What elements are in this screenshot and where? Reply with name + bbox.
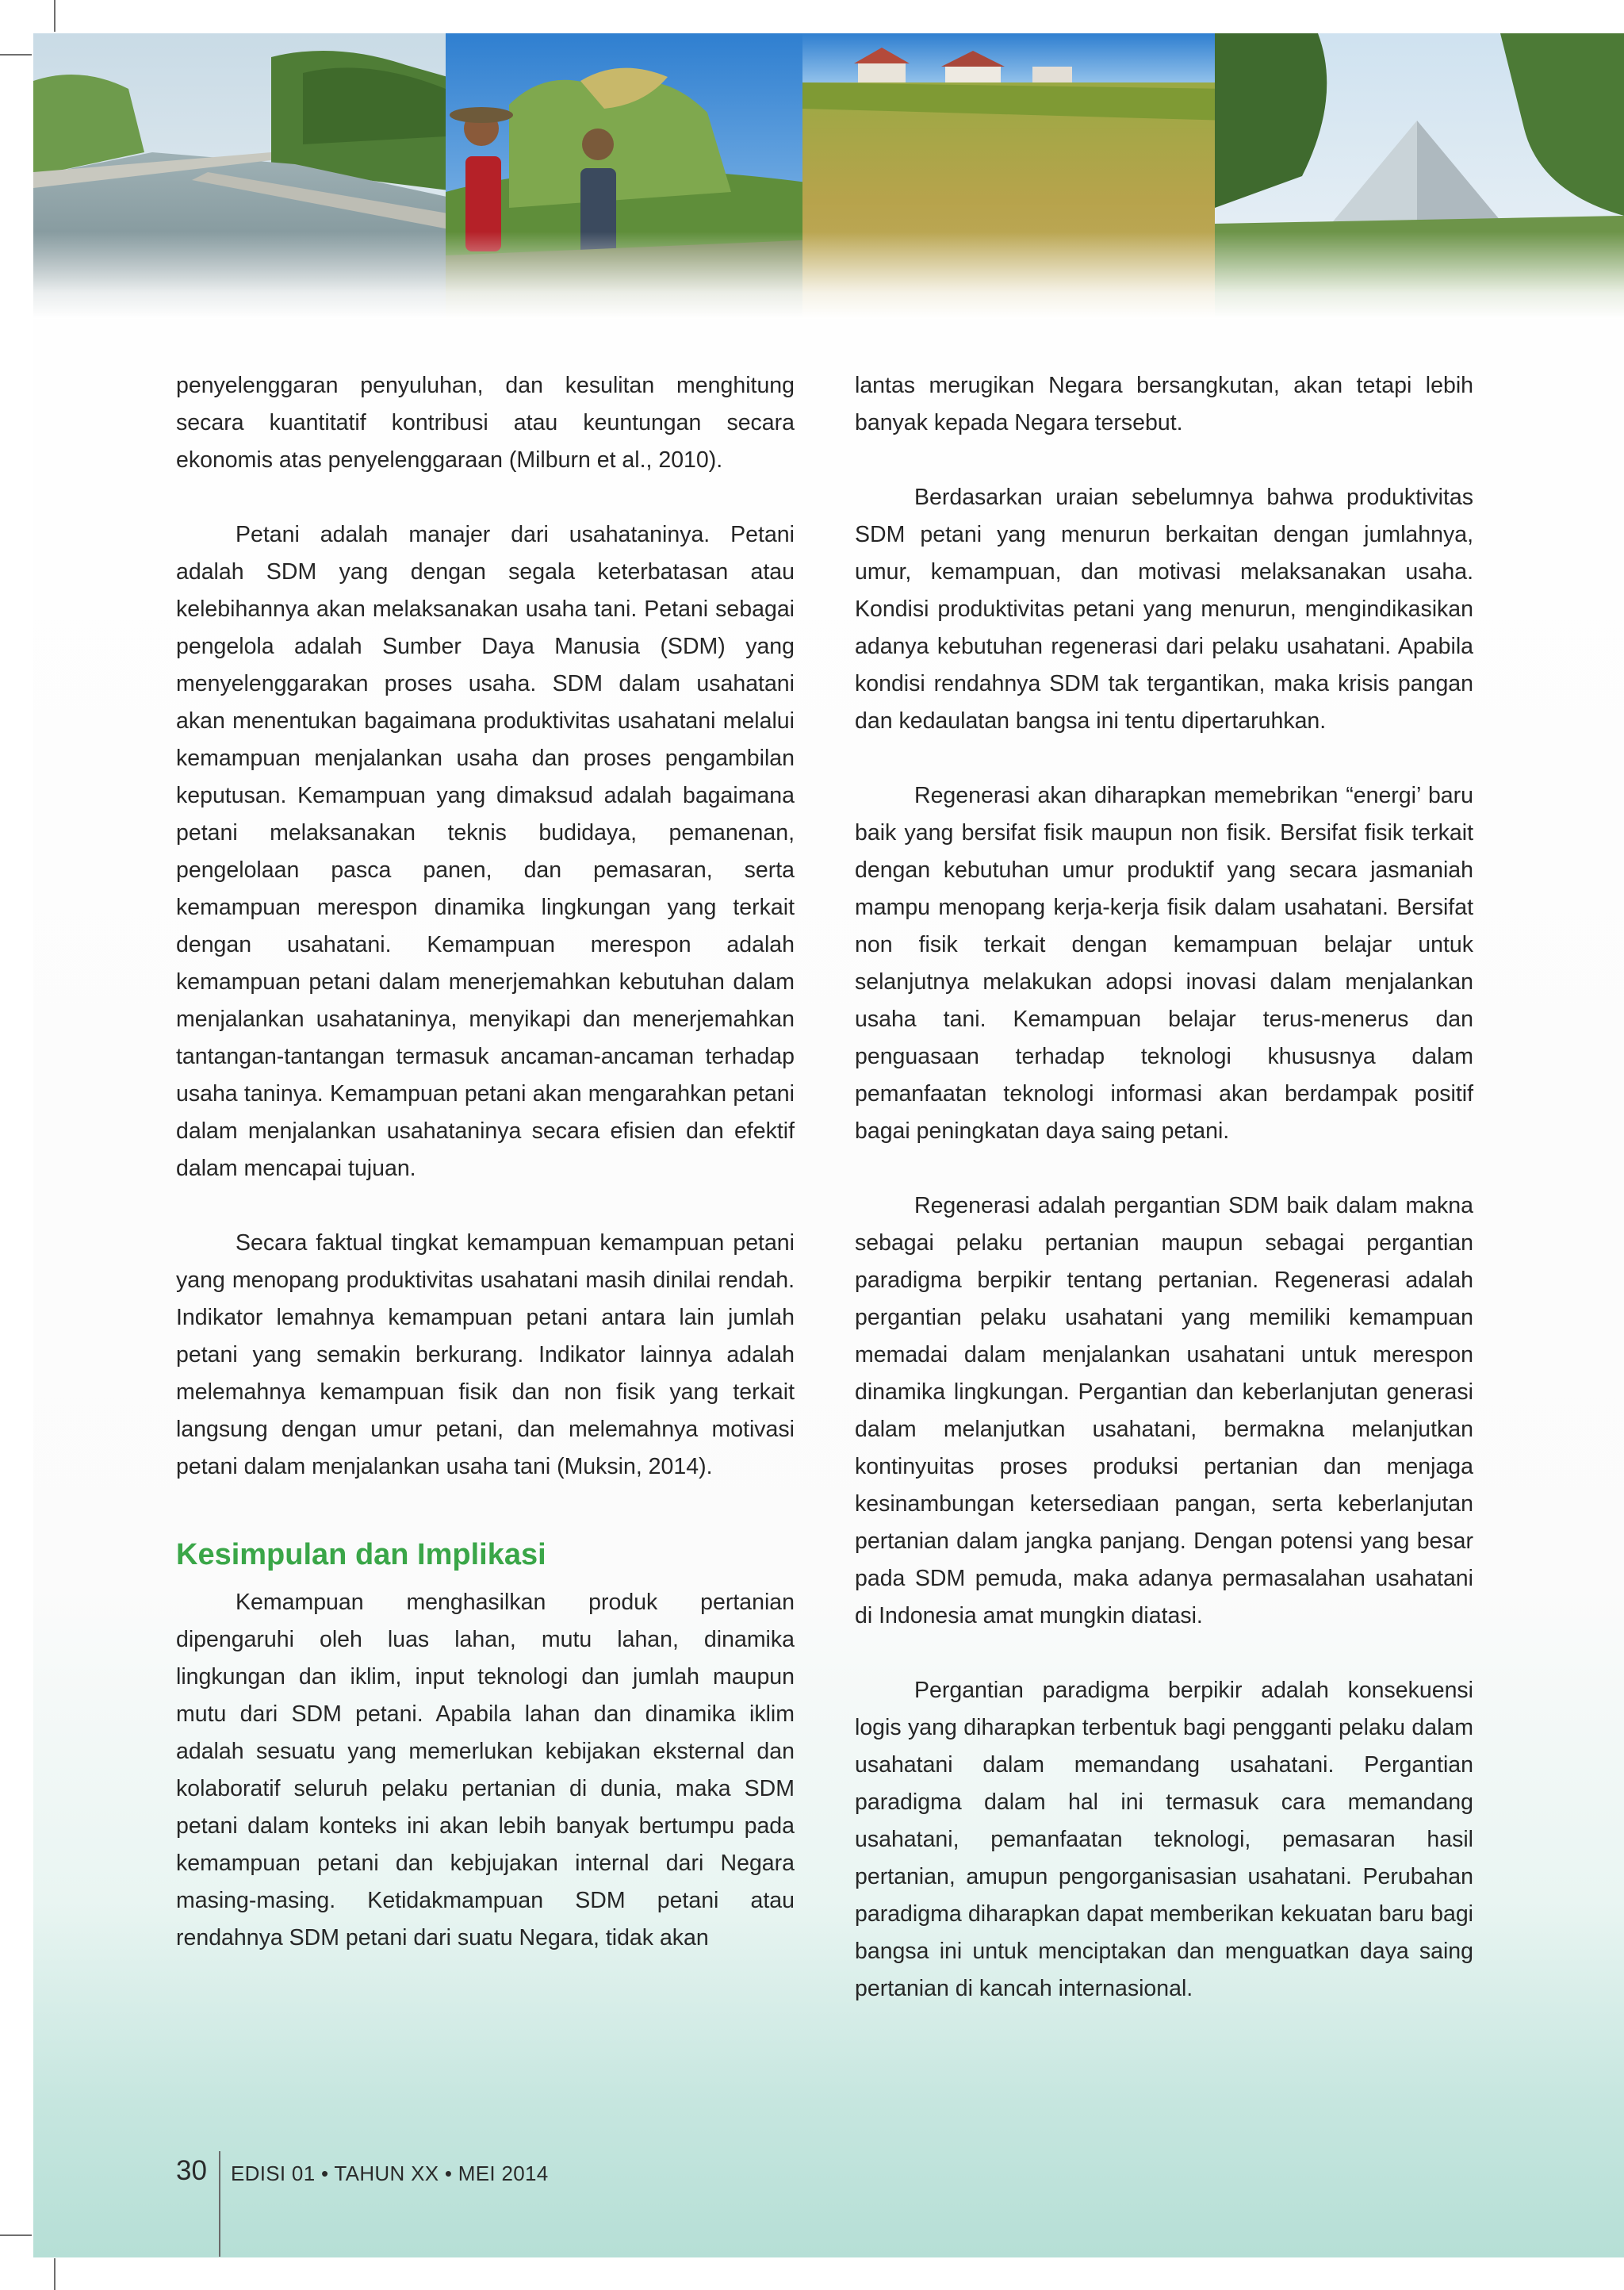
paragraph: penyelenggaran penyuluhan, dan kesulitan menghitung secara kuantitatif kontribusi atau keuntungan secara ekonomis atas penyelenggaraan (Milburn et al., 2010). (176, 373, 795, 473)
footer-divider (219, 2151, 220, 2257)
issue-info: EDISI 01 • TAHUN XX • MEI 2014 (231, 2161, 549, 2185)
article-left-column (176, 367, 795, 1994)
crop-mark (54, 2258, 56, 2290)
page-number: 30 (176, 2155, 207, 2186)
header-photo-banner (33, 33, 1624, 319)
crop-mark (54, 0, 56, 32)
paragraph: Regenerasi akan diharapkan memebrikan “energi’ baru baik yang bersifat fisik maupun non fisik. Bersifat fisik terkait dengan kebutuhan umur produktif yang secara jasmaniah mampu menopang kerja-kerja fisik dalam usahatani. Bersifat non fisik terkait dengan kemampuan belajar untuk selanjutnya melakukan adopsi inovasi dalam menjalankan usaha tani. Kemampuan belajar terus-menerus dan penguasaan terhadap teknologi khususnya dalam pemanfaatan teknologi informasi akan berdampak positif bagai peningkatan daya saing petani. (855, 783, 1473, 1144)
section-heading: Kesimpulan dan Implikasi (176, 1538, 546, 1571)
paragraph: lantas merugikan Negara bersangkutan, akan tetapi lebih banyak kepada Negara tersebut. (855, 373, 1473, 435)
paragraph: Regenerasi adalah pergantian SDM baik dalam makna sebagai pelaku pertanian maupun sebagai pergantian paradigma berpikir tentang pertanian. Regenerasi adalah pergantian pelaku usahatani yang memiliki kemampuan memadai dalam menjalankan usahatani untuk merespon dinamika lingkungan. Pergantian dan keberlanjutan generasi dalam melanjutkan usahatani, bermakna melanjutkan kontinyuitas proses produksi pertanian dan menjaga kesinambungan ketersediaan pangan, serta keberlanjutan pertanian dalam jangka panjang. Dengan potensi yang besar pada SDM pemuda, maka adanya permasalahan usahatani di Indonesia amat mungkin diatasi. (855, 1193, 1473, 1628)
article-right-column (855, 367, 1473, 2045)
crop-mark (0, 54, 32, 56)
paragraph: Berdasarkan uraian sebelumnya bahwa produktivitas SDM petani yang menurun berkaitan dengan jumlahnya, umur, kemampuan, dan motivasi melaksanakan usaha. Kondisi produktivitas petani yang menurun, mengindikasikan adanya kebutuhan regenerasi dari pelaku usahatani. Apabila kondisi rendahnya SDM tak tergantikan, maka krisis pangan dan kedaulatan bangsa ini tentu dipertaruhkan. (855, 485, 1473, 734)
banner-fade (33, 232, 1624, 319)
paragraph: Kemampuan menghasilkan produk pertanian dipengaruhi oleh luas lahan, mutu lahan, dinamika lingkungan dan iklim, input teknologi dan jumlah maupun mutu dari SDM petani. Apabila lahan dan dinamika iklim adalah sesuatu yang memerlukan kebijakan eksternal dan kolaboratif seluruh pelaku pertanian di dunia, maka SDM petani dalam konteks ini akan lebih banyak bertumpu pada kemampuan petani dan kebjujakan internal dari Negara masing-masing. Ketidakmampuan SDM petani atau rendahnya SDM petani dari suatu Negara, tidak akan (176, 1590, 795, 1951)
crop-mark (0, 2234, 32, 2236)
paragraph: Pergantian paradigma berpikir adalah konsekuensi logis yang diharapkan terbentuk bagi pengganti pelaku dalam usahatani dalam memandang usahatani. Pergantian paradigma dalam hal ini termasuk cara memandang usahatani, pemanfaatan teknologi, pemasaran hasil pertanian, amupun pengorganisasian usahatani. Perubahan paradigma diharapkan dapat memberikan kekuatan baru bagi bangsa ini untuk menciptakan dan menguatkan daya saing pertanian di kancah internasional. (855, 1678, 1473, 2001)
paragraph: Petani adalah manajer dari usahataninya. Petani adalah SDM yang dengan segala keterbatasan atau kelebihannya akan melaksanakan usaha tani. Petani sebagai pengelola adalah Sumber Daya Manusia (SDM) yang menyelenggarakan proses usaha. SDM dalam usahatani akan menentukan bagaimana produktivitas usahatani melalui kemampuan menjalankan usaha dan proses pengambilan keputusan. Kemampuan yang dimaksud adalah bagaimana petani melaksanakan teknis budidaya, pemanenan, pengelolaan pasca panen, dan pemasaran, serta kemampuan merespon dinamika lingkungan yang terkait dengan usahatani. Kemampuan merespon adalah kemampuan petani dalam menerjemahkan kebutuhan dalam menjalankan usahataninya, menyikapi dan menerjemahkan tantangan-tantangan termasuk ancaman-ancaman terhadap usaha taninya. Kemampuan petani akan mengarahkan petani dalam menjalankan usahataninya secara efisien dan efektif dalam mencapai tujuan. (176, 522, 795, 1181)
paragraph: Secara faktual tingkat kemampuan kemampuan petani yang menopang produktivitas usahatani masih dinilai rendah. Indikator lemahnya kemampuan petani antara lain jumlah petani yang semakin berkurang. Indikator lainnya adalah melemahnya kemampuan fisik dan non fisik yang terkait langsung dengan umur petani, dan melemahnya motivasi petani dalam menjalankan usaha tani (Muksin, 2014). (176, 1230, 795, 1479)
